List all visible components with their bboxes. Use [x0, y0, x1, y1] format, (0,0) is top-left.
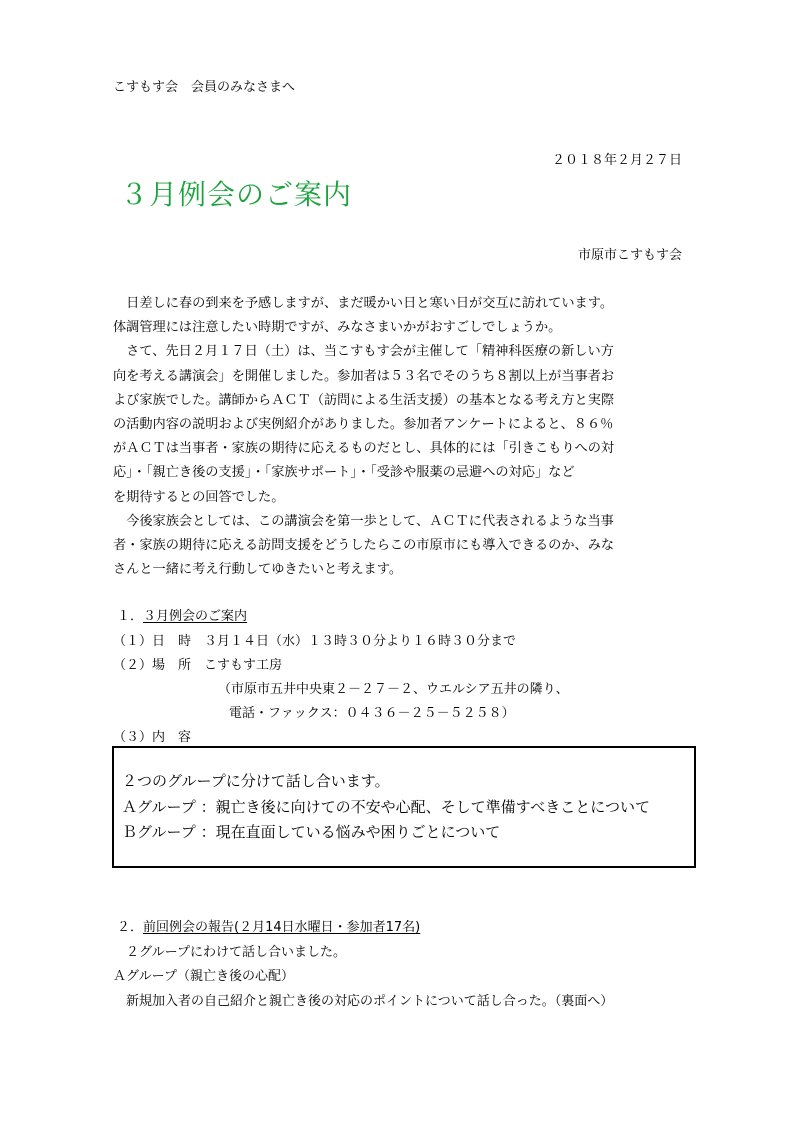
place-value: こすもす工房: [204, 658, 283, 673]
intro-line: 者・家族の期待に応える訪問支援をどうしたらこの市原市にも導入できるのか、みな: [113, 538, 615, 554]
intro-line: 日差しに春の到来を予感しますが、まだ暖かい日と寒い日が交互に訪れています。: [113, 296, 614, 311]
section2-title: 前回例会の報告: [143, 920, 235, 935]
intro-line: さんと一緒に考え行動してゆきたいと考えます。: [113, 562, 403, 578]
intro-line: 応」・「親亡き後の支援」・「家族サポート」・「受診や服薬の忌避への対応」など: [113, 465, 575, 481]
intro-paragraph: [113, 292, 687, 582]
datetime-row: [113, 634, 516, 650]
section2-line: ２グループにわけて話し合いました。: [113, 945, 346, 960]
salutation: こすもす会 会員のみなさまへ: [113, 80, 296, 95]
box-line: ２つのグループに分けて話し合います。: [122, 772, 390, 790]
box-line-group-a: Ａグループ ：親亡き後に向けての不安や心配、そして準備すべきことについて: [122, 798, 650, 816]
section1-title: ３月例会のご案内: [143, 609, 248, 624]
section2-number: ２．: [117, 920, 144, 935]
intro-line: の活動内容の説明および実例紹介がありました。参加者アンケートによると、８６％: [113, 417, 614, 433]
intro-line: 体調管理には注意したい時期ですが、みなさまいかがおすごしでしょうか。: [113, 320, 562, 336]
page-title: ３月例会のご案内: [120, 178, 353, 211]
intro-line: 向を考える講演会」を開催しました。参加者は５３名でそのうち８割以上が当事者お: [113, 368, 615, 384]
box-line-group-b: Ｂグループ ：現在直面している悩みや困りごとについて: [122, 823, 501, 841]
intro-line: がＡＣＴは当事者・家族の期待に応えるものだとし、具体的には「引きこもりへの対: [113, 441, 615, 457]
document-date: ２０１８年２月２７日: [551, 153, 682, 168]
section1-heading: [117, 609, 247, 625]
section2-note: (２月14日水曜日・参加者17名): [234, 920, 421, 935]
place-label: （２）場 所: [113, 658, 192, 673]
content-box: [112, 746, 696, 868]
group-a-heading: Ａグループ（親亡き後の心配）: [113, 969, 294, 984]
section1-number: １．: [117, 609, 144, 624]
place-row: [113, 658, 282, 674]
datetime-value: ３月１４日（水）１３時３０分より１６時３０分まで: [204, 634, 517, 649]
phone-line: 電話・ファックス：０４３６－２５－５２５８）: [229, 706, 515, 721]
section2-detail: 新規加入者の自己紹介と親亡き後の対応のポイントについて話し合った。（裏面へ）: [113, 994, 614, 1009]
intro-line: 今後家族会としては、この講演会を第一歩として、ＡＣＴに代表されるような当事: [113, 513, 614, 529]
intro-line: を期待するとの回答でした。: [113, 489, 285, 505]
section2-heading: [117, 920, 420, 936]
organization-name: 市原市こすもす会: [577, 248, 682, 263]
datetime-label: （１）日 時: [113, 634, 192, 649]
intro-line: よび家族でした。講師からＡＣＴ（訪問による生活支援）の基本となる考え方と実際: [113, 392, 615, 408]
content-label: （３）内 容: [113, 730, 192, 745]
intro-line: さて、先日２月１７日（土）は、当こすもす会が主催して「精神科医療の新しい方: [113, 344, 614, 360]
address-line: （市原市五井中央東２－２７－２、ウエルシア五井の隣り、: [218, 682, 569, 697]
